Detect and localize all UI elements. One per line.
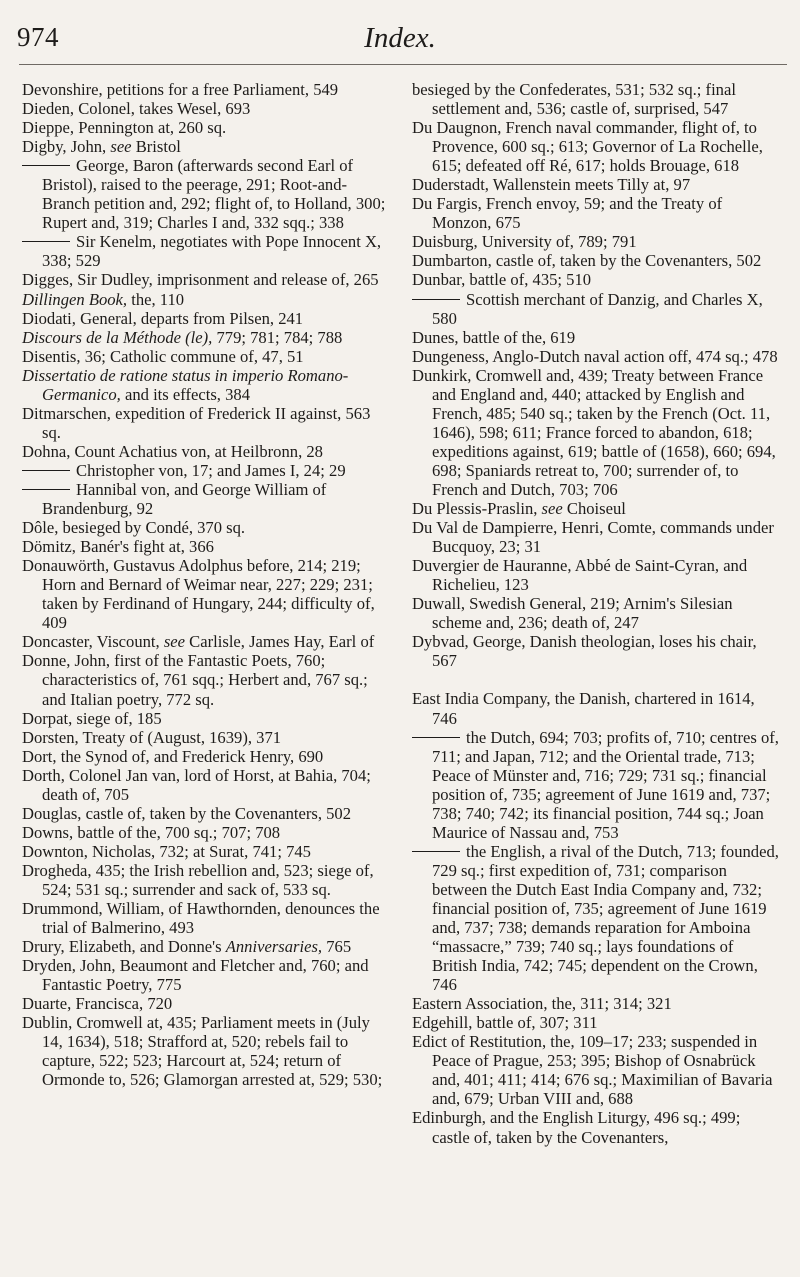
entry-text: Carlisle, James Hay, Earl of: [185, 632, 375, 652]
entry-text: the English, a rival of the Dutch, 713; founded, 729 sq.; first expedition of, 731; comparison between the Dutch East India Company and, 732; financial position of, 735; agreement of June 1619 and, 737; 738; demands reparation for Amboina “massacre,” 739; 740 sq.; lays foundations of British India, 742; 745; dependent on the Crown, 746: [432, 841, 779, 995]
index-entry: [412, 689, 782, 727]
entry-text: Dublin, Cromwell at, 435; Parliament meets in (July 14, 1634), 518; Strafford at, 520; rebels fail to capture, 522; 523; Harcourt at, 524; return of Ormonde to, 526; Glamorgan arrested at, 529; 530;: [22, 1013, 383, 1090]
entry-text: Duwall, Swedish General, 219; Arnim's Silesian scheme and, 236; death of, 247: [412, 594, 733, 633]
entry-text: Hannibal von, and George William of Brandenburg, 92: [42, 479, 327, 519]
entry-text: Du Val de Dampierre, Henri, Comte, commands under Bucquoy, 23; 31: [412, 518, 774, 557]
entry-text: Duisburg, University of, 789; 791: [412, 232, 637, 252]
entry-text: Dunbar, battle of, 435; 510: [412, 270, 592, 290]
index-entry: [22, 442, 386, 461]
page-number: 974: [17, 22, 59, 52]
entry-text: Edinburgh, and the English Liturgy, 496 sq.; 499; castle of, taken by the Covenanters,: [412, 1108, 741, 1147]
left-column: [22, 80, 386, 1089]
ditto-dash: [22, 470, 70, 471]
index-entry: [412, 347, 782, 366]
entry-text: Duderstadt, Wallenstein meets Tilly at, 97: [412, 175, 691, 195]
entry-text: Dorth, Colonel Jan van, lord of Horst, at Bahia, 704; death of, 705: [22, 765, 371, 804]
index-entry: [22, 232, 386, 270]
entry-text: Downs, battle of the, 700 sq.; 707; 708: [22, 822, 281, 842]
entry-text: George, Baron (afterwards second Earl of Bristol), raised to the peerage, 291; Root-and-Branch petition and, 292; flight of, to Holland, 300; Rupert and, 319; Charles I and, 332 sqq.; 338: [42, 156, 386, 233]
entry-text: Dieppe, Pennington at, 260 sq.: [22, 118, 227, 138]
entry-text: Dumbarton, castle of, taken by the Covenanters, 502: [412, 251, 762, 271]
entry-text: Scottish merchant of Danzig, and Charles X, 580: [432, 289, 763, 328]
index-entry: [22, 290, 386, 309]
index-entry: [412, 594, 782, 632]
index-entry: [22, 994, 386, 1013]
index-entry: [22, 137, 386, 156]
entry-text: Duarte, Francisca, 720: [22, 994, 173, 1014]
index-entry: [22, 270, 386, 289]
index-entry: [22, 823, 386, 842]
entry-text: Dybvad, George, Danish theologian, loses his chair, 567: [412, 632, 757, 671]
right-column: [412, 80, 782, 1147]
page-title: Index.: [364, 22, 436, 54]
index-entry: [412, 1032, 782, 1108]
index-entry: [412, 842, 782, 994]
entry-text: Sir Kenelm, negotiates with Pope Innocent X, 338; 529: [42, 232, 382, 271]
entry-text: Dorpat, siege of, 185: [22, 708, 162, 728]
index-entry: [412, 251, 782, 270]
entry-italic-text: see: [110, 137, 132, 157]
entry-text: Duvergier de Hauranne, Abbé de Saint-Cyran, and Richelieu, 123: [412, 556, 748, 595]
entry-text: Douglas, castle of, taken by the Covenanters, 502: [22, 803, 352, 823]
index-entry: [22, 1013, 386, 1089]
ditto-dash: [412, 737, 460, 738]
entry-text: Choiseul: [562, 499, 626, 519]
entry-text: Donne, John, first of the Fantastic Poets, 760; characteristics of, 761 sqq.; Herbert and, 767 sq.; and Italian poetry, 772 sq.: [22, 651, 368, 709]
index-entry: [412, 270, 782, 289]
index-entry: [412, 632, 782, 670]
index-entry: [412, 290, 782, 328]
index-entry: [22, 956, 386, 994]
header-rule: [19, 64, 787, 65]
index-entry: [22, 347, 386, 366]
entry-text: and its effects, 384: [120, 384, 250, 404]
index-entry: [22, 309, 386, 328]
entry-text: Bristol: [131, 137, 181, 157]
index-entry: [22, 556, 386, 632]
entry-text: Dort, the Synod of, and Frederick Henry, 690: [22, 746, 324, 766]
entry-text: Dryden, John, Beaumont and Fletcher and, 760; and Fantastic Poetry, 775: [22, 956, 369, 995]
index-entry: [412, 366, 782, 499]
entry-text: Diodati, General, departs from Pilsen, 241: [22, 308, 304, 328]
index-entry: [22, 156, 386, 232]
entry-text: Downton, Nicholas, 732; at Surat, 741; 745: [22, 841, 311, 861]
ditto-dash: [22, 489, 70, 490]
entry-text: besieged by the Confederates, 531; 532 sq.; final settlement and, 536; castle of, surprised, 547: [412, 80, 736, 119]
index-entry: [412, 499, 782, 518]
entry-text: Dieden, Colonel, takes Wesel, 693: [22, 99, 251, 119]
index-entry: [22, 80, 386, 99]
ditto-dash: [412, 851, 460, 852]
index-entry: [22, 709, 386, 728]
page-header: [0, 22, 800, 64]
index-entry: [22, 937, 386, 956]
entry-text: Dorsten, Treaty of (August, 1639), 371: [22, 727, 282, 747]
entry-text: Dunes, battle of the, 619: [412, 327, 576, 347]
entry-text: 765: [322, 937, 352, 957]
entry-italic-text: see: [163, 632, 186, 652]
index-entry: [412, 518, 782, 556]
index-entry: [22, 118, 386, 137]
index-entry: [22, 766, 386, 804]
index-entry: [412, 232, 782, 251]
entry-text: Digges, Sir Dudley, imprisonment and release of, 265: [22, 270, 379, 290]
entry-text: East India Company, the Danish, chartered in 1614, 746: [412, 689, 755, 728]
entry-text: Doncaster, Viscount,: [22, 632, 164, 652]
ditto-dash: [22, 165, 70, 166]
entry-text: the Dutch, 694; 703; profits of, 710; centres of, 711; and Japan, 712; and the Oriental trade, 713; Peace of Münster and, 716; 729; 731 sq.; financial position of, 735; agreement of June 1619 and, 737; 738; 740; 742; its financial position, 744 sq.; Joan Maurice of Nassau and, 753: [432, 727, 779, 842]
entry-text: Dömitz, Banér's fight at, 366: [22, 537, 214, 557]
entry-text: Du Plessis-Praslin,: [412, 499, 542, 519]
index-entry: [22, 861, 386, 899]
entry-text: Dunkirk, Cromwell and, 439; Treaty between France and England and, 440; attacked by English and French, 485; 540 sq.; taken by the French (Oct. 11, 1646), 598; 611; France forced to abandon, 618; expeditions against, 619; battle of (1658), 660; 694, 698; Spaniards retreat to, 700; surrender of, to French and Dutch, 703; 706: [412, 365, 776, 499]
entry-text: Dôle, besieged by Condé, 370 sq.: [22, 518, 246, 538]
index-entry: [22, 366, 386, 404]
index-entry: [22, 747, 386, 766]
entry-text: Du Daugnon, French naval commander, flight of, to Provence, 600 sq.; 613; Governor of La Rochelle, 615; defeated off Ré, 617; holds Brouage, 618: [412, 118, 763, 176]
entry-italic-text: Anniversaries,: [225, 937, 323, 957]
index-entry: [22, 328, 386, 347]
index-entry: [412, 194, 782, 232]
entry-text: Drogheda, 435; the Irish rebellion and, 523; siege of, 524; 531 sq.; surrender and sack of, 533 sq.: [22, 860, 374, 899]
index-entry: [412, 328, 782, 347]
entry-text: the, 110: [127, 289, 185, 309]
index-entry: [412, 118, 782, 175]
entry-italic-text: Discours de la Méthode (le),: [22, 327, 213, 347]
entry-text: Disentis, 36; Catholic commune of, 47, 51: [22, 346, 304, 366]
index-entry: [22, 842, 386, 861]
entry-text: Eastern Association, the, 311; 314; 321: [412, 994, 672, 1014]
entry-italic-text: Dissertatio de ratione status in imperio Romano-Germanico,: [22, 365, 349, 404]
entry-text: Edict of Restitution, the, 109–17; 233; suspended in Peace of Prague, 253; 395; Bishop of Osnabrück and, 401; 411; 414; 676 sq.; Maximilian of Bavaria and, 679; Urban VIII and, 688: [412, 1032, 773, 1109]
entry-italic-text: see: [541, 499, 563, 519]
index-entry: [22, 461, 386, 480]
index-entry: [22, 632, 386, 651]
entry-italic-text: Dillingen Book,: [22, 289, 128, 309]
entry-text: Christopher von, 17; and James I, 24; 29: [76, 460, 346, 480]
ditto-dash: [22, 241, 70, 242]
index-entry: [22, 651, 386, 708]
index-entry: [412, 728, 782, 842]
entry-text: Drury, Elizabeth, and Donne's: [22, 937, 226, 957]
index-entry: [412, 175, 782, 194]
entry-text: Edgehill, battle of, 307; 311: [412, 1013, 598, 1033]
index-entry: [22, 728, 386, 747]
index-entry: [412, 1108, 782, 1146]
index-entry: [412, 1013, 782, 1032]
index-entry: [412, 994, 782, 1013]
entry-text: Dohna, Count Achatius von, at Heilbronn, 28: [22, 441, 323, 461]
entry-gap: [412, 670, 782, 689]
ditto-dash: [412, 299, 460, 300]
entry-text: Du Fargis, French envoy, 59; and the Treaty of Monzon, 675: [412, 194, 723, 233]
index-entry: [22, 99, 386, 118]
index-entry: [412, 556, 782, 594]
entry-text: Digby, John,: [22, 137, 111, 157]
index-entry: [22, 537, 386, 556]
index-entry: [412, 80, 782, 118]
entry-text: Ditmarschen, expedition of Frederick II against, 563 sq.: [22, 403, 371, 442]
entry-text: Donauwörth, Gustavus Adolphus before, 214; 219; Horn and Bernard of Weimar near, 227; 229; 231; taken by Ferdinand of Hungary, 244; difficulty of, 409: [22, 556, 375, 633]
index-entry: [22, 404, 386, 442]
entry-text: Dungeness, Anglo-Dutch naval action off, 474 sq.; 478: [412, 346, 778, 366]
entry-text: Devonshire, petitions for a free Parliament, 549: [22, 80, 339, 99]
entry-text: 779; 781; 784; 788: [212, 327, 343, 347]
index-entry: [22, 804, 386, 823]
index-entry: [22, 518, 386, 537]
index-entry: [22, 899, 386, 937]
entry-text: Drummond, William, of Hawthornden, denounces the trial of Balmerino, 493: [22, 899, 380, 938]
index-entry: [22, 480, 386, 518]
